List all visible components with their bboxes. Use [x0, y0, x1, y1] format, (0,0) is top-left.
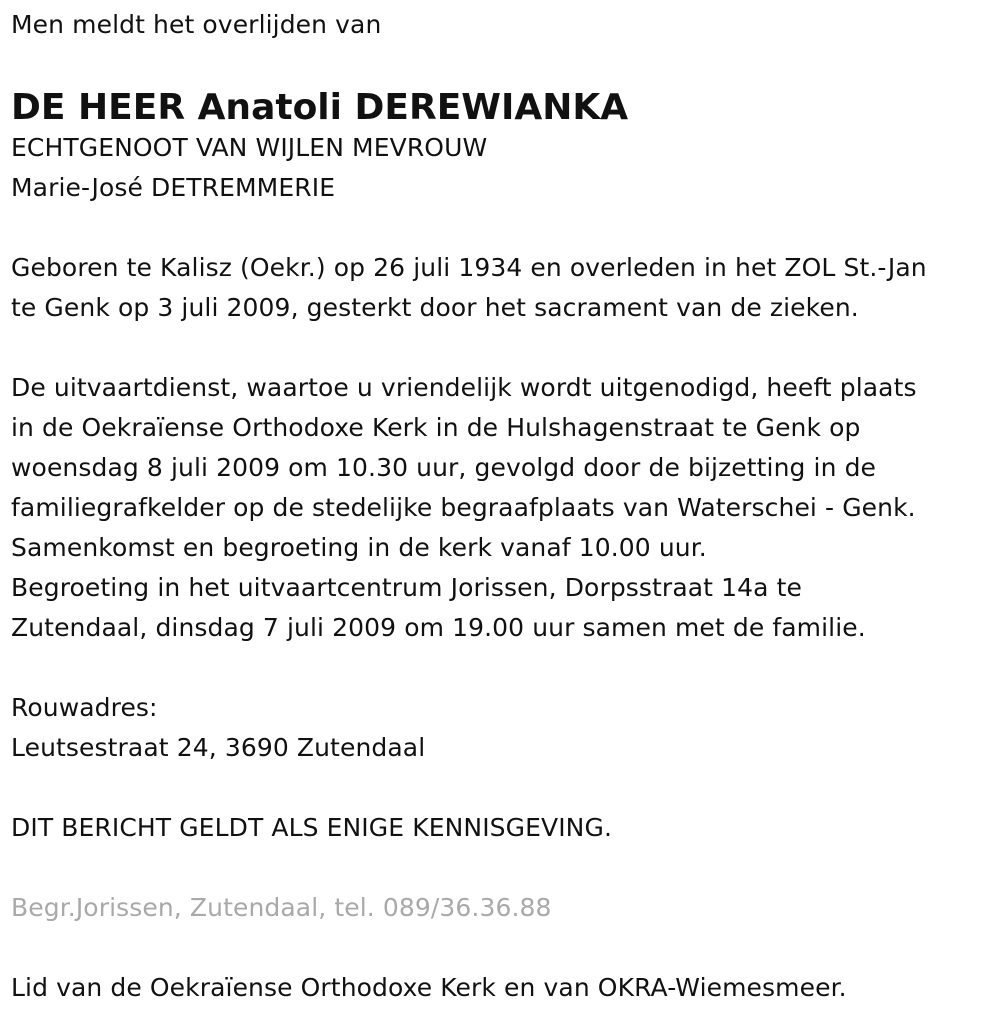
deceased-name: DE HEER Anatoli DEREWIANKA [11, 87, 629, 128]
intro-line: Men meldt het overlijden van [11, 10, 382, 39]
funeral-line-1: De uitvaartdienst, waartoe u vriendelijk wordt uitgenodigd, heeft plaats [11, 373, 917, 402]
spacer [11, 768, 991, 808]
membership-line: Lid van de Oekraïense Orthodoxe Kerk en van OKRA-Wiemesmeer. [11, 973, 847, 1002]
funeral-line-6: Begroeting in het uitvaartcentrum Jorissen, Dorpsstraat 14a te [11, 573, 802, 602]
death-notice [11, 0, 991, 1008]
funeral-line-3: woensdag 8 juli 2009 om 10.30 uur, gevolgd door de bijzetting in de [11, 453, 877, 482]
mourning-address-label: Rouwadres: [11, 693, 158, 722]
spacer [11, 928, 991, 968]
funeral-line-5: Samenkomst en begroeting in de kerk vanaf 10.00 uur. [11, 533, 707, 562]
funeral-line-4: familiegrafkelder op de stedelijke begraafplaats van Waterschei - Genk. [11, 493, 916, 522]
funeral-home-contact: Begr.Jorissen, Zutendaal, tel. 089/36.36.88 [11, 893, 552, 922]
funeral-line-7: Zutendaal, dinsdag 7 juli 2009 om 19.00 uur samen met de familie. [11, 613, 866, 642]
birth-death-line-2: te Genk op 3 juli 2009, gesterkt door het sacrament van de zieken. [11, 293, 859, 322]
mourning-address: Leutsestraat 24, 3690 Zutendaal [11, 733, 426, 762]
birth-death-line-1: Geboren te Kalisz (Oekr.) op 26 juli 1934 en overleden in het ZOL St.-Jan [11, 253, 927, 282]
spacer [11, 848, 991, 888]
spacer [11, 208, 991, 248]
spouse-line-1: ECHTGENOOT VAN WIJLEN MEVROUW [11, 133, 488, 162]
notice-statement: DIT BERICHT GELDT ALS ENIGE KENNISGEVING. [11, 813, 612, 842]
spouse-line-2: Marie-José DETREMMERIE [11, 173, 336, 202]
spacer [11, 648, 991, 688]
funeral-line-2: in de Oekraïense Orthodoxe Kerk in de Hulshagenstraat te Genk op [11, 413, 861, 442]
spacer [11, 328, 991, 368]
